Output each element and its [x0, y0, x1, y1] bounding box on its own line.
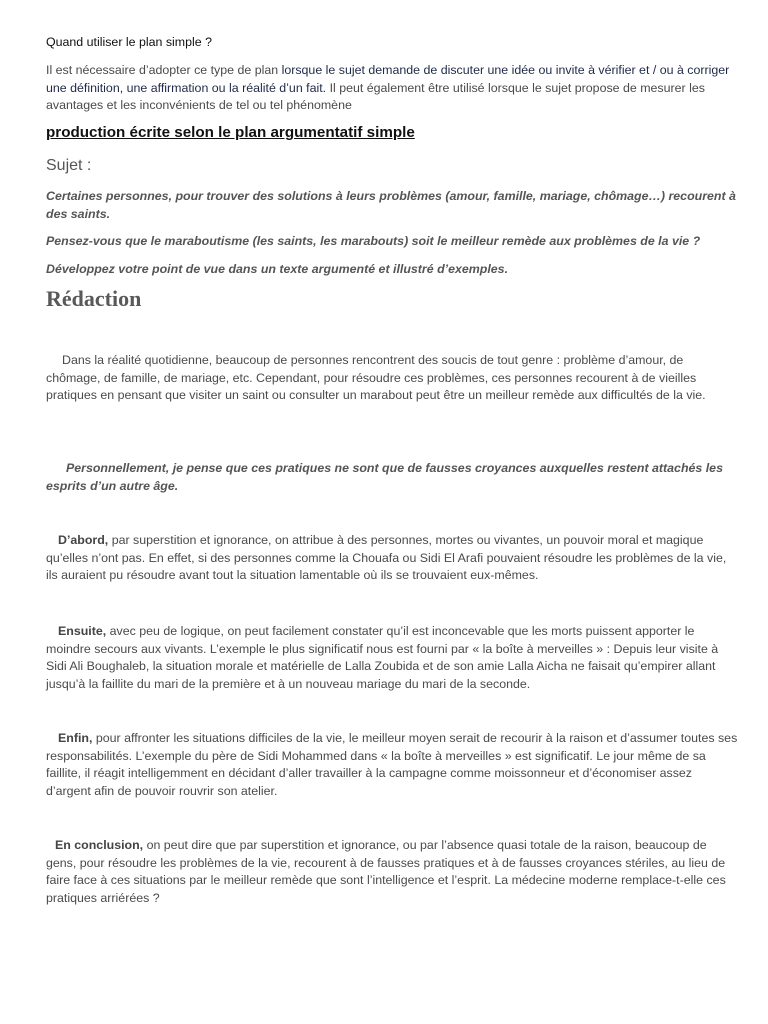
sujet-label: Sujet :: [46, 157, 92, 174]
intro-part2: Il peut également être utilisé lorsque le sujet propose de mesurer les avantages et les inconvénients de tel ou tel phénomène: [46, 80, 705, 113]
argument-1-text: par superstition et ignorance, on attribue à des personnes, mortes ou vivantes, un pouvoir moral et magique qu’elles n’ont pas. En effet, si des personnes comme la Chouafa ou Sidi El Arafi pouvaient résoudre les problèmes de la vie, ils auraient pu résoudre avant tout la situation lamentable où ils se trouvaient eux-mêmes.: [46, 533, 727, 583]
conclusion-text: on peut dire que par superstition et ignorance, ou par l’absence quasi totale de la raison, beaucoup de gens, pour résoudre les problèmes de la vie, recourent à de fausses pratiques et à de fausses croyances stériles, au lieu de faire face à ces situations par le meilleur remède que sont l’intelligence et l’esprit. La médecine moderne remplace-t-elle ces pratiques arriérées ?: [46, 838, 726, 905]
plan-heading: production écrite selon le plan argumentatif simple: [46, 124, 415, 141]
intro-paragraph: [46, 62, 738, 115]
intro-highlight: lorsque le sujet demande de discuter une idée ou invite à vérifier et / ou à corriger une définition, une affirmation ou la réalité d’un fait.: [46, 63, 730, 95]
redaction-title: Rédaction: [46, 286, 142, 311]
argument-3-lead: Enfin,: [58, 731, 93, 745]
intro-part1: Il est nécessaire d’adopter ce type de plan: [46, 63, 282, 77]
argument-2-paragraph: [46, 623, 738, 693]
redaction-intro-paragraph: [46, 352, 738, 405]
conclusion-paragraph: [46, 837, 738, 907]
sujet-line-2: Pensez-vous que le maraboutisme (les saints, les marabouts) soit le meilleur remède aux problèmes de la vie ?: [46, 234, 701, 248]
argument-3-paragraph: [46, 730, 738, 800]
sujet-line-1: Certaines personnes, pour trouver des solutions à leurs problèmes (amour, famille, mariage, chômage…) recourent à des saints.: [46, 189, 736, 221]
argument-3-text: pour affronter les situations difficiles de la vie, le meilleur moyen serait de recourir à la raison et d’assumer toutes ses responsabilités. L’exemple du père de Sidi Mohammed dans « la boîte à merveilles » est significatif. Le jour même de sa faillite, il réagit intelligemment en décidant d’aller travailler à la campagne comme moissonneur et d’économiser assez d’argent afin de pouvoir rouvrir son atelier.: [46, 731, 738, 798]
argument-2-text: avec peu de logique, on peut facilement constater qu’il est inconcevable que les morts puissent apporter le moindre secours aux vivants. L’exemple le plus significatif nous est fourni par « la boîte à merveilles » : Depuis leur visite à Sidi Ali Boughaleb, la situation morale et matérielle de Lalla Zoubida et de son amie Lalla Aicha ne faisait qu’empirer allant jusqu’à la faillite du mari de la première et à un nouveau mariage du mari de la seconde.: [46, 624, 719, 691]
argument-1-lead: D’abord,: [58, 533, 109, 547]
redaction-thesis-paragraph: [46, 460, 738, 495]
question-heading: Quand utiliser le plan simple ?: [46, 35, 212, 49]
conclusion-lead: En conclusion,: [55, 838, 144, 852]
redaction-intro-text: Dans la réalité quotidienne, beaucoup de personnes rencontrent des soucis de tout genre : problème d’amour, de chômage, de famille, de mariage, etc. Cependant, pour résoudre ces problèmes, ces personnes recourent à de vieilles pratiques en pensant que visiter un saint ou consulter un marabout peut être un meilleur remède aux difficultés de la vie.: [46, 353, 706, 403]
argument-1-paragraph: [46, 532, 738, 585]
sujet-line-3: Développez votre point de vue dans un texte argumenté et illustré d’exemples.: [46, 262, 509, 276]
redaction-thesis-text: Personnellement, je pense que ces pratiques ne sont que de fausses croyances auxquelles restent attachés les esprits d’un autre âge.: [46, 461, 723, 493]
argument-2-lead: Ensuite,: [58, 624, 107, 638]
